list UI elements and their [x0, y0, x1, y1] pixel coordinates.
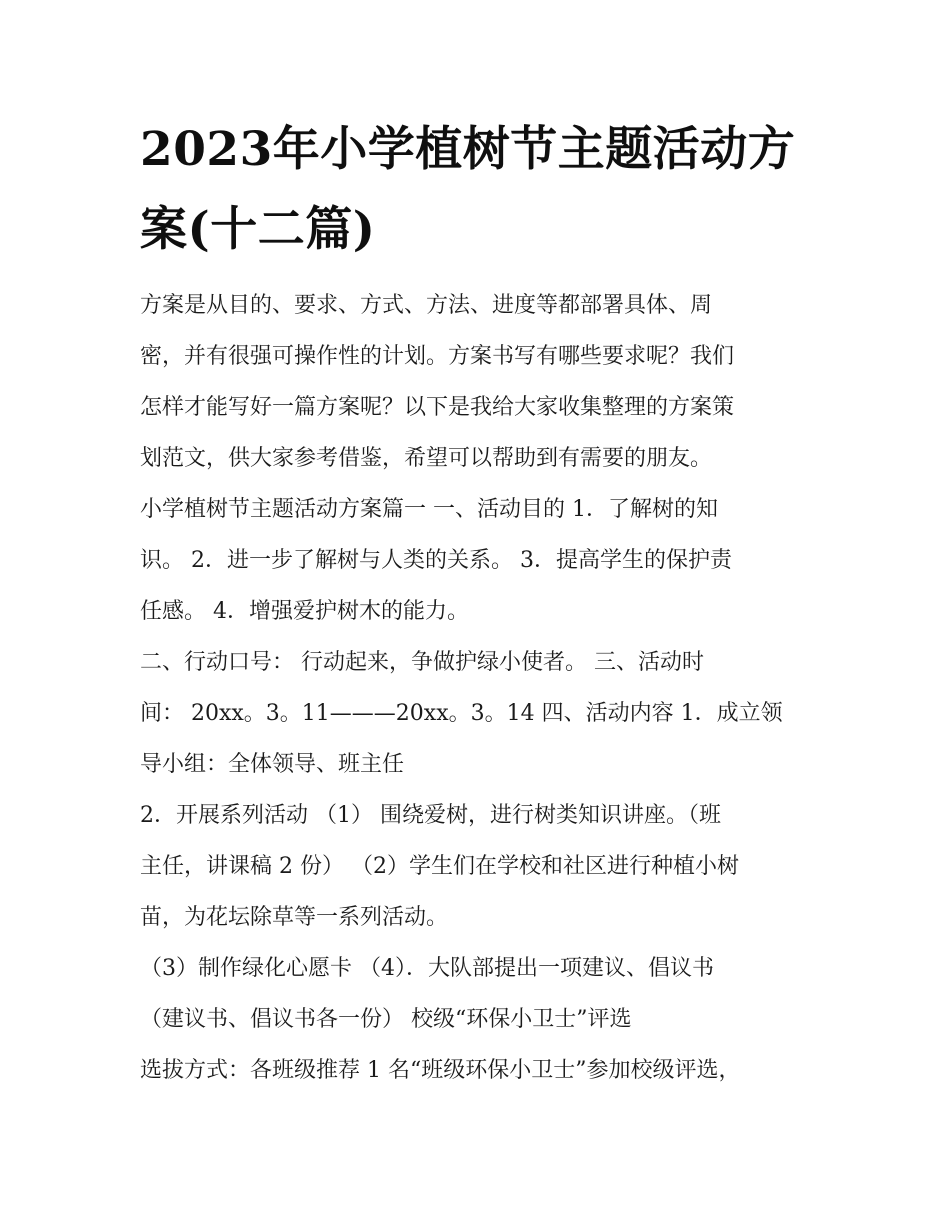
- body-line: 间： 20xx。3。11———20xx。3。14 四、活动内容 1．成立领: [140, 701, 783, 726]
- body-line: 2．开展系列活动 （1） 围绕爱树，进行树类知识讲座。（班: [140, 803, 721, 828]
- body-line: 划范文，供大家参考借鉴，希望可以帮助到有需要的朋友。: [140, 446, 713, 471]
- body-line: 主任，讲课稿 2 份） （2）学生们在学校和社区进行种植小树: [140, 854, 739, 879]
- body-line: 任感。 4．增强爱护树木的能力。: [140, 599, 469, 624]
- body-line: 二、行动口号： 行动起来，争做护绿小使者。 三、活动时: [140, 650, 704, 675]
- title-line: 2023年小学植树节主题活动方: [140, 122, 796, 177]
- body-line: 导小组：全体领导、班主任: [140, 752, 405, 777]
- body-line: 怎样才能写好一篇方案呢？以下是我给大家收集整理的方案策: [140, 395, 735, 420]
- body-line: 小学植树节主题活动方案篇一 一、活动目的 1．了解树的知: [140, 497, 718, 522]
- body-line: 选拔方式：各班级推荐 1 名“班级环保小卫士”参加校级评选，: [140, 1058, 741, 1083]
- body-line: 方案是从目的、要求、方式、方法、进度等都部署具体、周: [140, 293, 713, 318]
- title-line: 案(十二篇): [140, 202, 376, 257]
- body-line: 苗，为花坛除草等一系列活动。: [140, 905, 449, 930]
- body-line: 识。 2．进一步了解树与人类的关系。 3．提高学生的保护责: [140, 548, 732, 573]
- document-title: [140, 110, 820, 270]
- document-body: [140, 280, 830, 1096]
- body-line: （3）制作绿化心愿卡 （4）．大队部提出一项建议、倡议书: [140, 956, 714, 981]
- body-line: （建议书、倡议书各一份） 校级“环保小卫士”评选: [140, 1007, 632, 1032]
- body-line: 密，并有很强可操作性的计划。方案书写有哪些要求呢？我们: [140, 344, 735, 369]
